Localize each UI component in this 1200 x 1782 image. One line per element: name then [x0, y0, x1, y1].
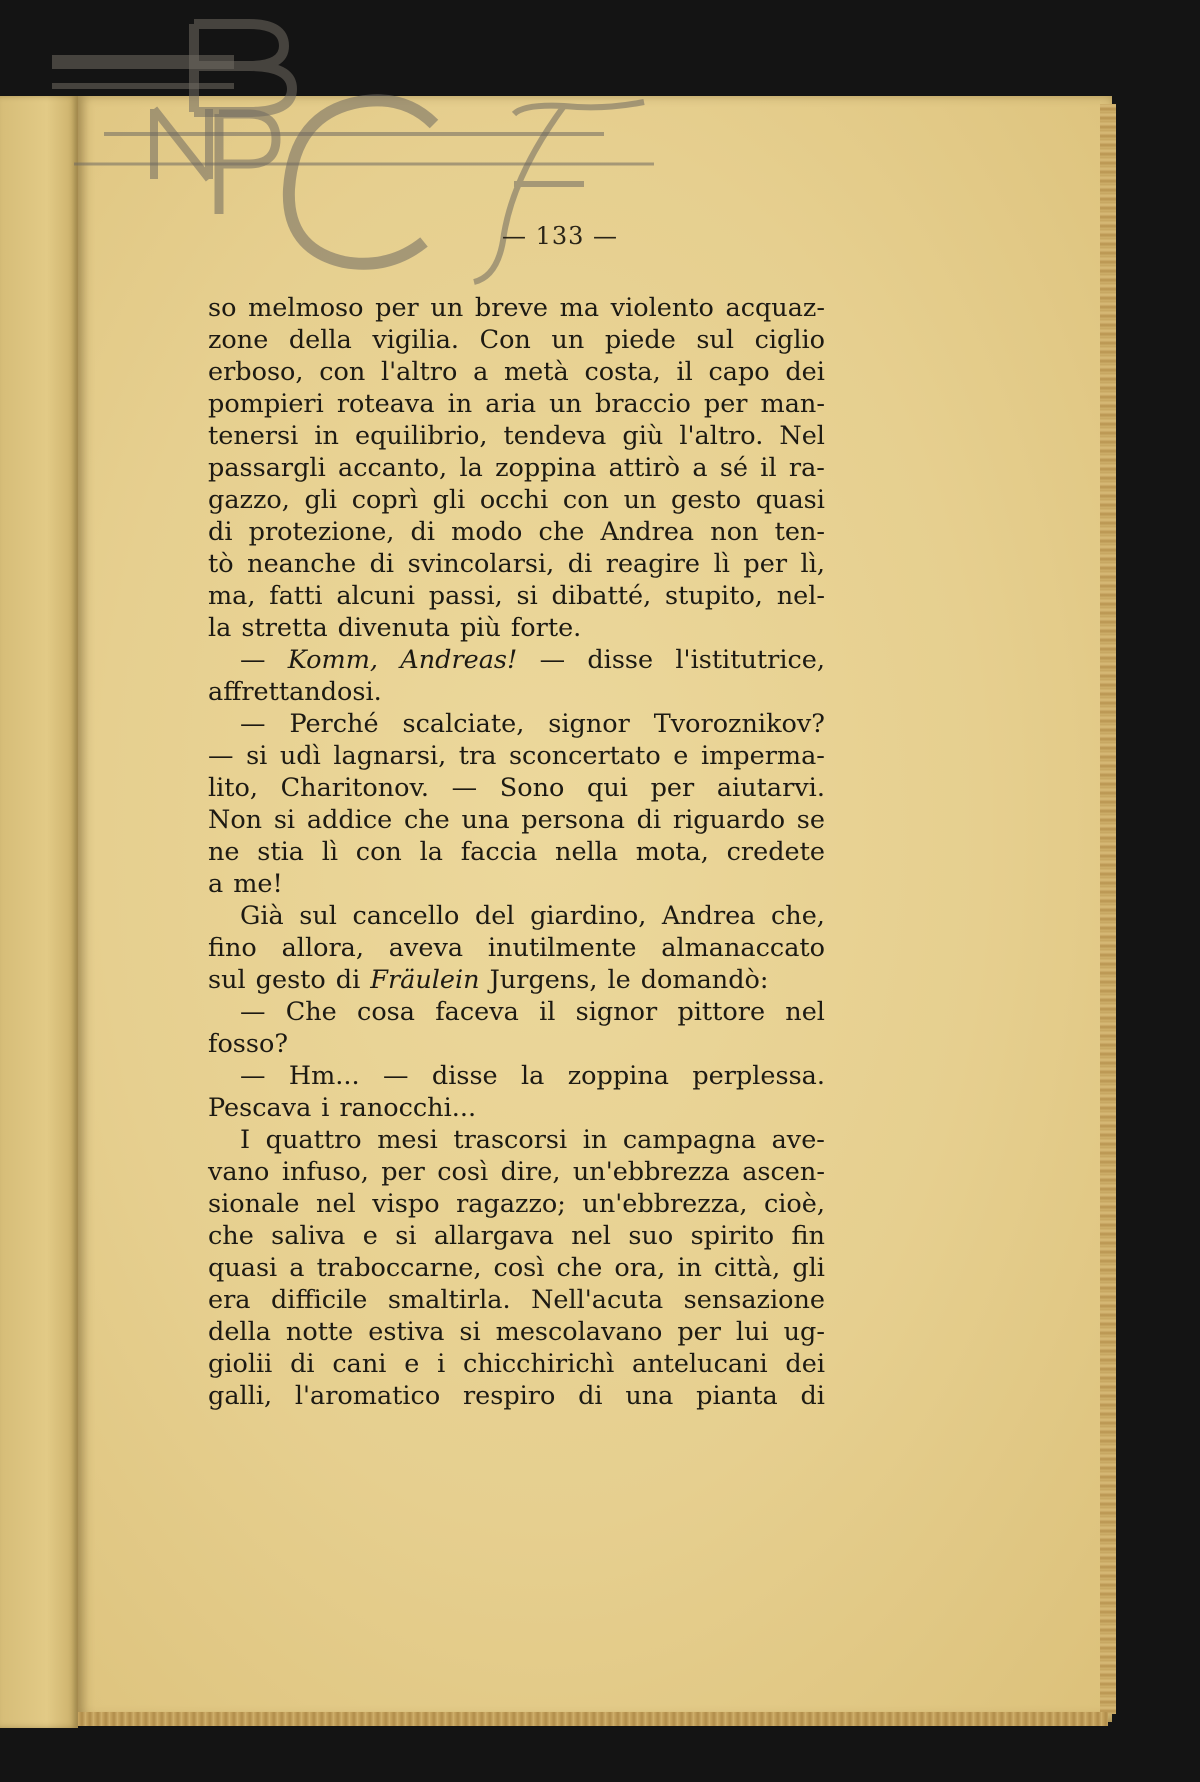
- text-line: — Hm... — disse la zoppina perplessa.: [240, 1061, 825, 1091]
- text-line: che saliva e si allargava nel suo spirito fin: [208, 1221, 825, 1251]
- text-line: — Perché scalciate, signor Tvoroznikov?: [240, 709, 825, 739]
- text-line: I quattro mesi trascorsi in campagna ave-: [240, 1125, 825, 1155]
- text-line: Pescava i ranocchi...: [208, 1093, 477, 1123]
- text-line: affrettandosi.: [208, 677, 382, 707]
- text-line: — Che cosa faceva il signor pittore nel: [240, 997, 825, 1027]
- text-line: quasi a traboccarne, così che ora, in città, gli: [208, 1253, 825, 1283]
- page-bottom-edge: [78, 1712, 1108, 1726]
- left-page-edge: [0, 96, 78, 1728]
- text-line: pompieri roteava in aria un braccio per man-: [208, 389, 825, 419]
- body-text: [208, 292, 825, 1412]
- text-line: — Komm, Andreas! — disse l'istitutrice,: [240, 645, 825, 675]
- text-line: tò neanche di svincolarsi, di reagire lì per lì,: [208, 549, 825, 579]
- text-line: vano infuso, per così dire, un'ebbrezza ascen-: [208, 1157, 825, 1187]
- text-line: fino allora, aveva inutilmente almanaccato: [208, 933, 825, 963]
- text-line: fosso?: [208, 1029, 288, 1059]
- text-line: della notte estiva si mescolavano per lui ug-: [208, 1317, 825, 1347]
- text-line: zone della vigilia. Con un piede sul ciglio: [208, 325, 825, 355]
- page-number: — 133 —: [501, 222, 619, 250]
- text-line: ma, fatti alcuni passi, si dibatté, stupito, nel-: [208, 581, 825, 611]
- text-line: Già sul cancello del giardino, Andrea che,: [240, 901, 825, 931]
- text-line: gazzo, gli coprì gli occhi con un gesto quasi: [208, 485, 825, 515]
- text-line: sul gesto di Fräulein Jurgens, le domandò:: [208, 965, 769, 995]
- text-line: sionale nel vispo ragazzo; un'ebbrezza, cioè,: [208, 1189, 825, 1219]
- text-line: Non si addice che una persona di riguardo se: [208, 805, 825, 835]
- library-watermark-logo: [44, 14, 704, 314]
- text-line: ne stia lì con la faccia nella mota, credete: [208, 837, 825, 867]
- text-line: so melmoso per un breve ma violento acquaz-: [208, 293, 825, 323]
- page-right-deckle-edge: [1100, 104, 1116, 1714]
- text-line: giolii di cani e i chicchirichì antelucani dei: [208, 1349, 825, 1379]
- text-line: passargli accanto, la zoppina attirò a sé il ra-: [208, 453, 825, 483]
- text-line: galli, l'aromatico respiro di una pianta di: [208, 1381, 825, 1411]
- text-line: a me!: [208, 869, 283, 899]
- text-line: la stretta divenuta più forte.: [208, 613, 582, 643]
- text-line: lito, Charitonov. — Sono qui per aiutarvi.: [208, 773, 825, 803]
- text-line: erboso, con l'altro a metà costa, il capo dei: [208, 357, 825, 387]
- text-line: era difficile smaltirla. Nell'acuta sensazione: [208, 1285, 825, 1315]
- text-line: — si udì lagnarsi, tra sconcertato e imperma-: [208, 741, 825, 771]
- text-line: tenersi in equilibrio, tendeva giù l'altro. Nel: [208, 421, 825, 451]
- text-line: di protezione, di modo che Andrea non ten-: [208, 517, 825, 547]
